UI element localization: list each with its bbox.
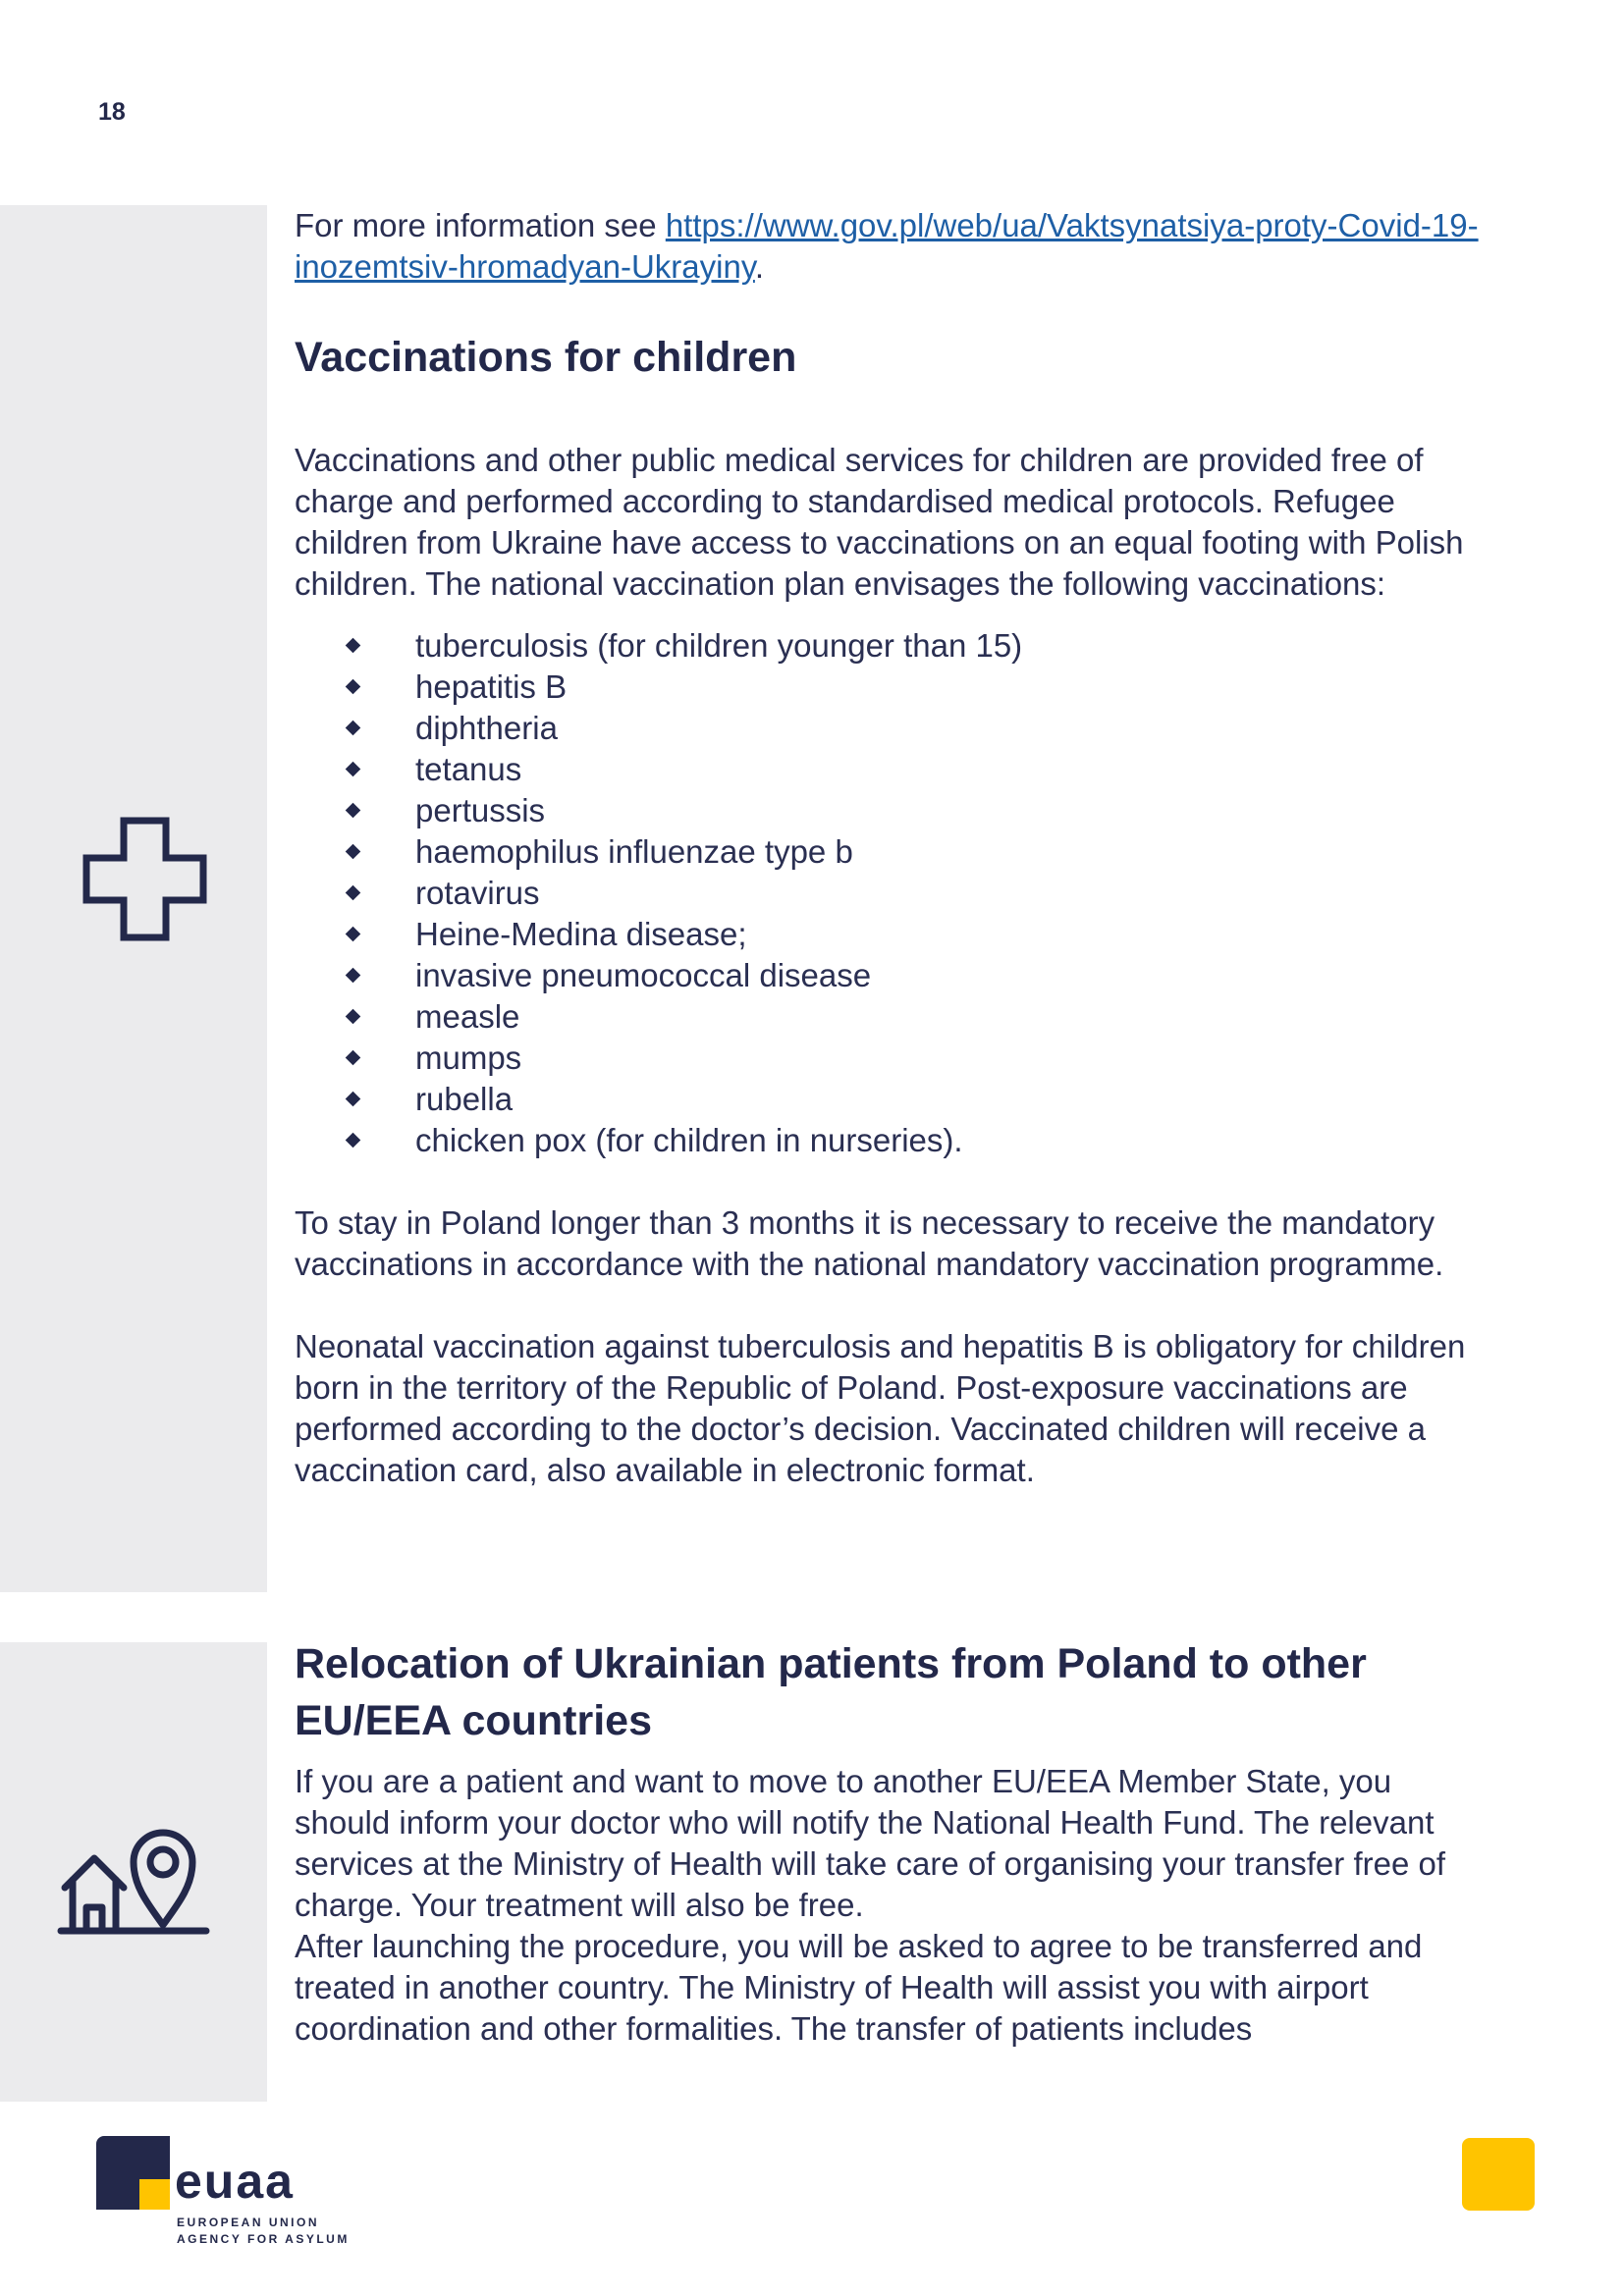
- vaccinations-intro-paragraph: Vaccinations and other public medical services for children are provided free of charge and performed according to standardised medical protocols. Refugee children from Ukraine have access to vaccinations on an equal footing with Polish children. The national vaccination plan envisages the following vaccinations:: [295, 442, 1464, 602]
- list-item: diphtheria: [295, 708, 1494, 749]
- list-item: pertussis: [295, 790, 1494, 831]
- bullet-diamond-icon: [346, 844, 361, 860]
- bullet-diamond-icon: [346, 679, 361, 695]
- more-info-prefix: For more information see: [295, 207, 666, 243]
- stay-requirement-paragraph: To stay in Poland longer than 3 months it is necessary to receive the mandatory vaccinations in accordance with the national mandatory vaccination programme.: [295, 1204, 1444, 1282]
- bullet-diamond-icon: [346, 1009, 361, 1025]
- list-item: tuberculosis (for children younger than 15): [295, 625, 1494, 667]
- list-item: chicken pox (for children in nurseries).: [295, 1120, 1494, 1161]
- bullet-diamond-icon: [346, 927, 361, 942]
- more-info-suffix: .: [754, 248, 765, 285]
- neonatal-vaccination-paragraph: Neonatal vaccination against tuberculosis and hepatitis B is obligatory for children born in the territory of the Republic of Poland. Post-exposure vaccinations are performed according to the doctor’s decision. Vaccinated children will receive a vaccination card, also available in electronic format.: [295, 1328, 1466, 1488]
- more-info-paragraph: [295, 205, 1494, 288]
- list-item: rubella: [295, 1079, 1494, 1120]
- euaa-logo: [96, 2136, 350, 2246]
- relocation-paragraph-2: After launching the procedure, you will be asked to agree to be transferred and treated in another country. The Ministry of Health will assist you with airport coordination and other formalities. The transfer of patients includes: [295, 1928, 1423, 2047]
- list-item: Heine-Medina disease;: [295, 914, 1494, 955]
- list-item: haemophilus influenzae type b: [295, 831, 1494, 873]
- list-item: hepatitis B: [295, 667, 1494, 708]
- bullet-diamond-icon: [346, 721, 361, 736]
- relocation-heading: Relocation of Ukrainian patients from Poland to other EU/EEA countries: [295, 1640, 1367, 1744]
- list-item: rotavirus: [295, 873, 1494, 914]
- euaa-logo-mark-icon: [96, 2136, 170, 2210]
- home-location-pin-icon: [57, 1809, 210, 1937]
- yellow-corner-square: [1462, 2138, 1535, 2211]
- bullet-diamond-icon: [346, 1133, 361, 1148]
- logo-subtitle-line-2: AGENCY FOR ASYLUM: [177, 2232, 350, 2246]
- euaa-wordmark: euaa: [175, 2154, 295, 2209]
- bullet-diamond-icon: [346, 968, 361, 984]
- vaccination-list: [295, 625, 1494, 1161]
- list-item: invasive pneumococcal disease: [295, 955, 1494, 996]
- list-item: mumps: [295, 1038, 1494, 1079]
- logo-subtitle-line-1: EUROPEAN UNION: [177, 2216, 320, 2229]
- bullet-diamond-icon: [346, 885, 361, 901]
- bullet-diamond-icon: [346, 638, 361, 654]
- vaccinations-heading: Vaccinations for children: [295, 334, 797, 381]
- list-item: tetanus: [295, 749, 1494, 790]
- vaccinations-section: [295, 205, 1494, 1491]
- gov-pl-vaccination-link[interactable]: https://www.gov.pl/web/ua/Vaktsynatsiya-proty-Covid-19-inozemtsiv-hromadyan-Ukrayiny: [295, 207, 1479, 285]
- relocation-paragraph-1: If you are a patient and want to move to another EU/EEA Member State, you should inform your doctor who will notify the National Health Fund. The relevant services at the Ministry of Health will take care of organising your transfer free of charge. Your treatment will also be free.: [295, 1763, 1445, 1923]
- bullet-diamond-icon: [346, 1050, 361, 1066]
- bullet-diamond-icon: [346, 762, 361, 777]
- list-item: measle: [295, 996, 1494, 1038]
- bullet-diamond-icon: [346, 803, 361, 819]
- medical-cross-icon: [82, 817, 207, 941]
- page-number: 18: [98, 98, 126, 126]
- bullet-diamond-icon: [346, 1092, 361, 1107]
- relocation-section: [295, 1635, 1494, 2050]
